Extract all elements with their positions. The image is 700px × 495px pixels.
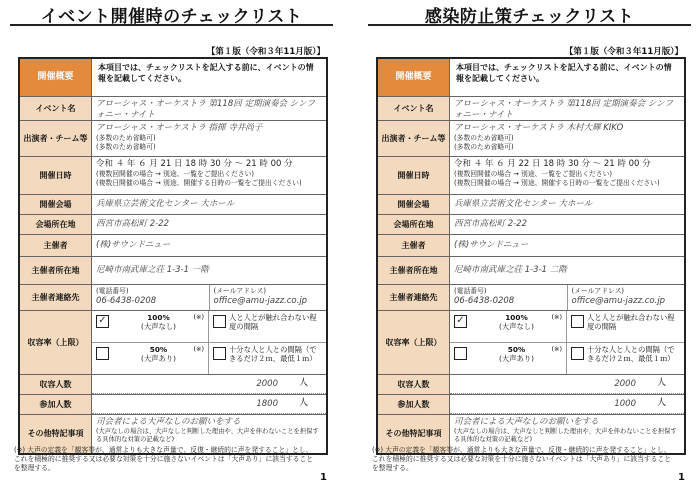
page-number: 1	[678, 472, 685, 483]
capacity-100-note: (大声なし)	[141, 322, 176, 332]
event-name-label: イベント名	[378, 97, 450, 120]
phone-value: 06-6438-0208	[96, 295, 157, 306]
capacity-count-row	[20, 375, 326, 395]
datetime-label: 開催日時	[378, 157, 450, 194]
organizer-address-row	[378, 257, 684, 285]
organizer-label: 主催者	[20, 235, 92, 256]
checkbox-distance[interactable]	[213, 315, 226, 328]
venue-row	[378, 195, 684, 215]
participants-row	[20, 395, 326, 415]
capacity-50-note: (大声あり)	[499, 353, 534, 363]
other-notes-label: その他特記事項	[378, 415, 450, 453]
venue-label: 開催会場	[20, 195, 92, 214]
datetime-field[interactable]	[450, 157, 684, 194]
other-notes-hint: (大声なしの場合は、大声なしと判断した理由や、大声を伴わないことを担保する具体的な対策の記載など)	[454, 428, 677, 444]
capacity-options	[92, 311, 326, 374]
overview-instructions: 本項目では、チェックリストを記入する前に、イベントの情報を記載してください。	[98, 63, 314, 83]
participants-value: 1000	[614, 399, 636, 409]
email-field[interactable]	[210, 285, 327, 310]
asterisk-mark: (※)	[551, 344, 562, 353]
asterisk-mark: (※)	[193, 313, 204, 321]
participants-unit: 人	[656, 398, 666, 408]
phone-field[interactable]	[450, 285, 568, 310]
organizer-address-label: 主催者所在地	[20, 257, 92, 284]
venue-address-field[interactable]: 西宮市高松町 2-22	[96, 219, 169, 229]
performer-value: アローシャス・オーケストラ 木村大輝 KIKO	[454, 123, 624, 133]
event-name-field[interactable]	[450, 97, 684, 120]
event-name-value: アローシャス・オーケストラ 第118回 定期演奏会 シンフォニー・ナイト	[96, 99, 315, 120]
email-label: (メールアドレス)	[213, 287, 267, 295]
checkbox-50[interactable]	[454, 347, 467, 360]
checkbox-100[interactable]: ✓	[96, 315, 109, 328]
sheet-title: イベント開催時のチェックリスト	[40, 7, 303, 27]
capacity-option-sufficient[interactable]	[209, 343, 326, 375]
participants-value: 1800	[256, 399, 278, 409]
overview-instructions: 本項目では、チェックリストを記入する前に、イベントの情報を記載してください。	[456, 63, 672, 83]
organizer-row	[20, 235, 326, 257]
organizer-field[interactable]: (株)サウンドニュー	[96, 240, 171, 250]
capacity-count-field[interactable]	[92, 375, 326, 394]
venue-label: 開催会場	[378, 195, 450, 214]
checkbox-sufficient[interactable]	[213, 347, 226, 360]
asterisk-mark: (※)	[193, 344, 204, 353]
capacity-100-percent: 100%	[505, 313, 528, 322]
edition-label: 【第１版（令和３年11月版）】	[564, 47, 683, 57]
edition-label: 【第１版（令和３年11月版）】	[206, 47, 325, 57]
datetime-value: 令和 ４ 年 ６ 月 21 日 18 時 30 分 ～ 21 時 00 分	[96, 159, 293, 169]
other-notes-value: 司会者による大声なしのお願いをする	[454, 417, 599, 427]
footnote: (※) 大声の定義を「観客等が、通常よりも大きな声量で、反復・継続的に声を発すること」とし、これを積極的に推奨する又は必要な対策を十分に施さないイベントは「大声あり」に該当することを整理する。	[372, 446, 672, 473]
footnote: (※) 大声の定義を「観客等が、通常よりも大きな声量で、反復・継続的に声を発すること」とし、これを積極的に推奨する又は必要な対策を十分に施さないイベントは「大声あり」に該当することを整理する。	[14, 446, 314, 473]
capacity-row	[20, 311, 326, 375]
event-overview-form	[18, 57, 328, 455]
capacity-option-50[interactable]	[92, 343, 209, 375]
contact-label: 主催者連絡先	[378, 285, 450, 310]
performer-label: 出演者・チーム等	[20, 121, 92, 156]
capacity-option-distance[interactable]	[567, 311, 684, 343]
checkbox-100[interactable]: ✓	[454, 315, 467, 328]
capacity-100-note: (大声なし)	[499, 322, 534, 332]
datetime-note: (複数回開催の場合 → 別途、一覧をご提出ください)	[454, 170, 613, 179]
capacity-count-label: 収容人数	[20, 375, 92, 394]
email-value: office@amu-jazz.co.jp	[213, 295, 308, 306]
page-number: 1	[320, 472, 327, 483]
capacity-option-100[interactable]	[92, 311, 209, 343]
event-name-row	[20, 97, 326, 121]
other-notes-value: 司会者による大声なしのお願いをする	[96, 417, 241, 427]
participants-label: 参加人数	[378, 395, 450, 414]
performer-field[interactable]	[92, 121, 326, 156]
capacity-50-percent: 50%	[149, 344, 168, 354]
performer-note: (多数のため省略可)	[96, 134, 156, 143]
capacity-count-value: 2000	[614, 379, 636, 389]
performer-note-2: (多数のため省略可)	[96, 142, 156, 151]
capacity-option-100[interactable]	[450, 311, 567, 343]
capacity-count-value: 2000	[256, 379, 278, 389]
capacity-options	[450, 311, 684, 374]
datetime-row	[378, 157, 684, 195]
phone-label: (電話番号)	[454, 287, 487, 295]
event-name-field[interactable]	[92, 97, 326, 120]
overview-header-row	[378, 59, 684, 97]
asterisk-mark: (※)	[551, 313, 562, 321]
organizer-address-label: 主催者所在地	[378, 257, 450, 284]
capacity-100-percent: 100%	[147, 313, 170, 322]
contact-row	[20, 285, 326, 311]
venue-field[interactable]: 兵庫県立芸術文化センター 大ホール	[454, 199, 593, 209]
capacity-count-unit: 人	[656, 378, 666, 388]
overview-header-label: 開催概要	[20, 59, 92, 96]
checkbox-distance[interactable]	[571, 315, 584, 328]
performer-value: アローシャス・オーケストラ 指揮 寺井尚子	[96, 123, 263, 133]
capacity-option-sufficient[interactable]	[567, 343, 684, 375]
datetime-note: (複数回開催の場合 → 別途、一覧をご提出ください)	[96, 170, 255, 179]
venue-address-label: 会場所在地	[20, 215, 92, 234]
datetime-note-2: (複数日開催の場合 → 別途、開催する日時の一覧をご提出ください)	[96, 178, 302, 187]
capacity-sufficient-text: 十分な人と人との間隔（できるだけ２ｍ、最低１ｍ）	[229, 344, 317, 363]
organizer-row	[378, 235, 684, 257]
checkbox-50[interactable]	[96, 347, 109, 360]
organizer-address-field[interactable]: 尼崎市南武庫之荘 1-3-1 一階	[96, 265, 209, 275]
contact-field	[92, 285, 326, 310]
organizer-field[interactable]: (株)サウンドニュー	[454, 240, 529, 250]
capacity-option-distance[interactable]	[209, 311, 326, 343]
capacity-count-row	[378, 375, 684, 395]
capacity-row	[378, 311, 684, 375]
event-name-label: イベント名	[20, 97, 92, 120]
other-notes-label: その他特記事項	[20, 415, 92, 453]
capacity-distance-text: 人と人とが触れ合わない程度の間隔	[587, 313, 675, 332]
datetime-row	[20, 157, 326, 195]
venue-row	[20, 195, 326, 215]
capacity-count-field[interactable]	[450, 375, 684, 394]
venue-address-label: 会場所在地	[378, 215, 450, 234]
sheet-title: 感染防止策チェックリスト	[424, 7, 635, 27]
contact-field	[450, 285, 684, 310]
participants-field[interactable]	[92, 395, 326, 414]
event-name-row	[378, 97, 684, 121]
checklist-sheet-left	[4, 0, 339, 495]
checklist-sheet-right	[362, 0, 697, 495]
organizer-address-field[interactable]: 尼崎市南武庫之荘 1-3-1 二階	[454, 265, 567, 275]
performer-row	[20, 121, 326, 157]
performer-label: 出演者・チーム等	[378, 121, 450, 156]
participants-label: 参加人数	[20, 395, 92, 414]
capacity-50-percent: 50%	[507, 344, 526, 354]
email-field[interactable]	[568, 285, 685, 310]
performer-note: (多数のため省略可)	[454, 134, 514, 143]
capacity-option-50[interactable]	[450, 343, 567, 375]
checkbox-sufficient[interactable]	[571, 347, 584, 360]
datetime-field[interactable]	[92, 157, 326, 194]
event-name-value: アローシャス・オーケストラ 第118回 定期演奏会 シンフォニー・ナイト	[454, 99, 673, 120]
capacity-label: 収容率（上限）	[378, 311, 450, 374]
organizer-label: 主催者	[378, 235, 450, 256]
venue-field[interactable]: 兵庫県立芸術文化センター 大ホール	[96, 199, 235, 209]
phone-label: (電話番号)	[96, 287, 129, 295]
overview-header-row	[20, 59, 326, 97]
phone-value: 06-6438-0208	[454, 295, 515, 306]
contact-row	[378, 285, 684, 311]
venue-address-field[interactable]: 西宮市高松町 2-22	[454, 219, 527, 229]
participants-field[interactable]	[450, 395, 684, 414]
organizer-address-row	[20, 257, 326, 285]
venue-address-row	[378, 215, 684, 235]
event-overview-form	[376, 57, 686, 455]
email-label: (メールアドレス)	[571, 287, 625, 295]
datetime-note-2: (複数日開催の場合 → 別途、開催する日時の一覧をご提出ください)	[454, 178, 660, 187]
capacity-label: 収容率（上限）	[20, 311, 92, 374]
performer-note-2: (多数のため省略可)	[454, 142, 514, 151]
phone-field[interactable]	[92, 285, 210, 310]
datetime-value: 令和 ４ 年 ６ 月 22 日 18 時 30 分 ～ 21 時 00 分	[454, 159, 651, 169]
capacity-distance-text: 人と人とが触れ合わない程度の間隔	[229, 313, 317, 332]
capacity-count-label: 収容人数	[378, 375, 450, 394]
participants-unit: 人	[298, 398, 308, 408]
datetime-label: 開催日時	[20, 157, 92, 194]
participants-row	[378, 395, 684, 415]
performer-row	[378, 121, 684, 157]
capacity-50-note: (大声あり)	[141, 353, 176, 363]
venue-address-row	[20, 215, 326, 235]
email-value: office@amu-jazz.co.jp	[571, 295, 666, 306]
capacity-sufficient-text: 十分な人と人との間隔（できるだけ２ｍ、最低１ｍ）	[587, 344, 675, 363]
capacity-count-unit: 人	[298, 378, 308, 388]
title-divider	[368, 24, 691, 26]
contact-label: 主催者連絡先	[20, 285, 92, 310]
title-divider	[10, 24, 333, 26]
performer-field[interactable]	[450, 121, 684, 156]
other-notes-hint: (大声なしの場合は、大声なしと判断した理由や、大声を伴わないことを担保する具体的な対策の記載など)	[96, 428, 319, 444]
overview-header-label: 開催概要	[378, 59, 450, 96]
